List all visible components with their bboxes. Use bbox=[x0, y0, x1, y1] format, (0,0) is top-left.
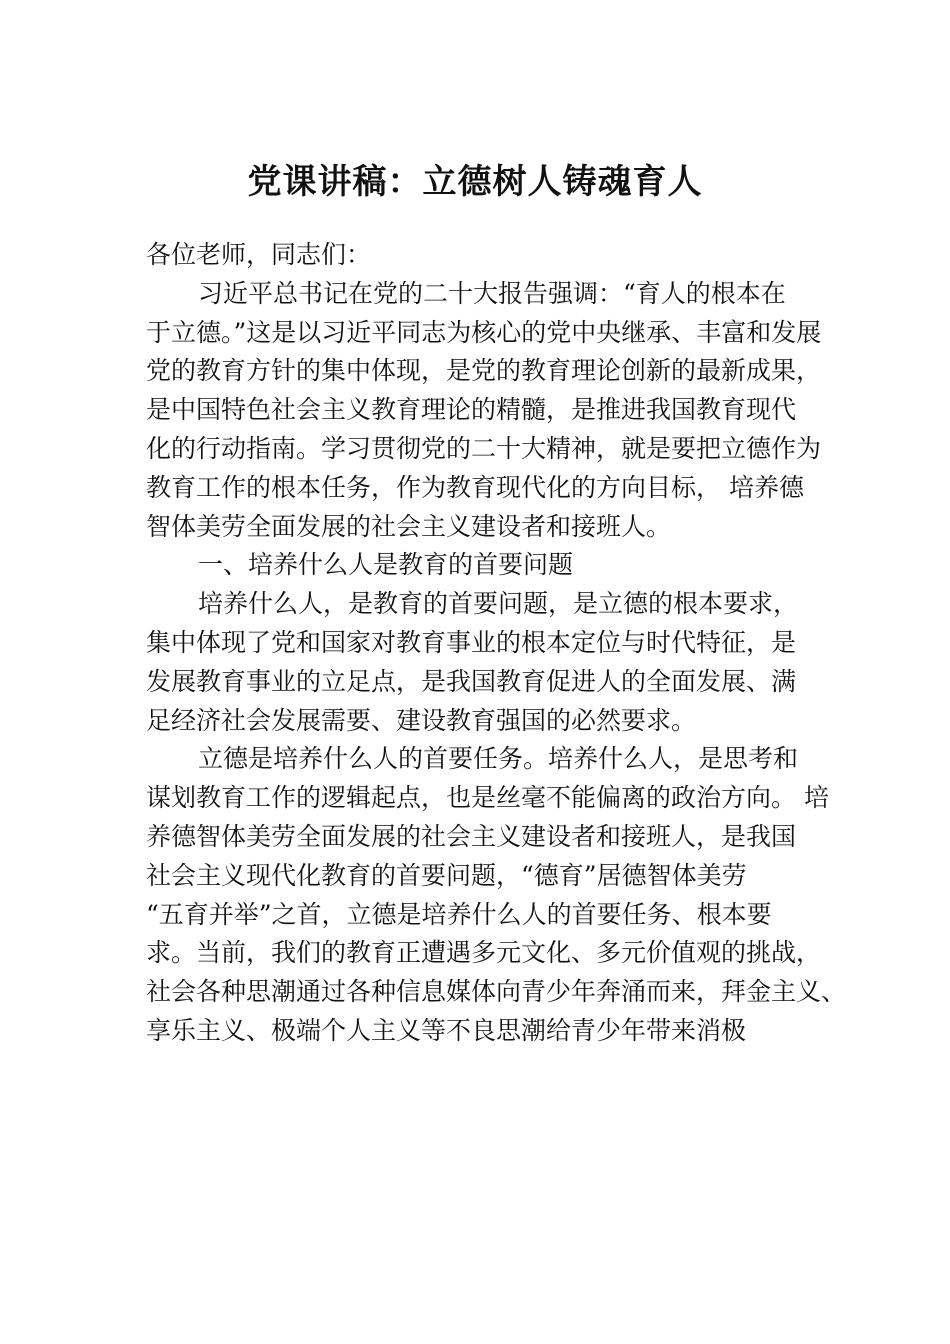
text-line: 教育工作的根本任务，作为教育现代化的方向目标， 培养德 bbox=[146, 472, 804, 502]
text-line: 于立德。”这是以习近平同志为核心的党中央继承、丰富和发展 bbox=[146, 317, 822, 347]
document-title: 党课讲稿：立德树人铸魂育人 bbox=[247, 162, 703, 202]
text-line: 养德智体美劳全面发展的社会主义建设者和接班人，是我国 bbox=[146, 821, 797, 851]
text-line: 发展教育事业的立足点，是我国教育促进人的全面发展、满 bbox=[146, 666, 797, 696]
text-line: 习近平总书记在党的二十大报告强调：“育人的根本在 bbox=[198, 278, 786, 308]
text-line: 各位老师，同志们： bbox=[146, 240, 372, 269]
text-line: 足经济社会发展需要、建设教育强国的必然要求。 bbox=[146, 705, 697, 735]
text-line: 化的行动指南。学习贯彻党的二十大精神，就是要把立德作为 bbox=[146, 433, 822, 463]
text-line: 是中国特色社会主义教育理论的精髓，是推进我国教育现代 bbox=[146, 395, 797, 425]
text-line: 培养什么人，是教育的首要问题，是立德的根本要求， bbox=[198, 589, 799, 619]
text-line: 谋划教育工作的逻辑起点，也是丝毫不能偏离的政治方向。 培 bbox=[146, 783, 829, 813]
text-line: 社会主义现代化教育的首要问题，“德育”居德智体美劳 bbox=[146, 860, 747, 890]
text-line: 智体美劳全面发展的社会主义建设者和接班人。 bbox=[146, 511, 672, 541]
text-line: 一、培养什么人是教育的首要问题 bbox=[198, 550, 574, 580]
text-line: “五育并举”之首，立德是培养什么人的首要任务、根本要 bbox=[146, 899, 772, 929]
text-line: 集中体现了党和国家对教育事业的根本定位与时代特征，是 bbox=[146, 627, 797, 657]
text-line: 求。当前，我们的教育正遭遇多元文化、多元价值观的挑战， bbox=[146, 938, 822, 968]
text-line: 党的教育方针的集中体现，是党的教育理论创新的最新成果， bbox=[146, 356, 822, 386]
text-line: 社会各种思潮通过各种信息媒体向青少年奔涌而来，拜金主义、 bbox=[146, 977, 847, 1007]
text-line: 立德是培养什么人的首要任务。培养什么人，是思考和 bbox=[198, 744, 799, 774]
document-body bbox=[146, 236, 847, 1051]
text-line: 享乐主义、极端个人主义等不良思潮给青少年带来消极 bbox=[146, 1015, 747, 1045]
